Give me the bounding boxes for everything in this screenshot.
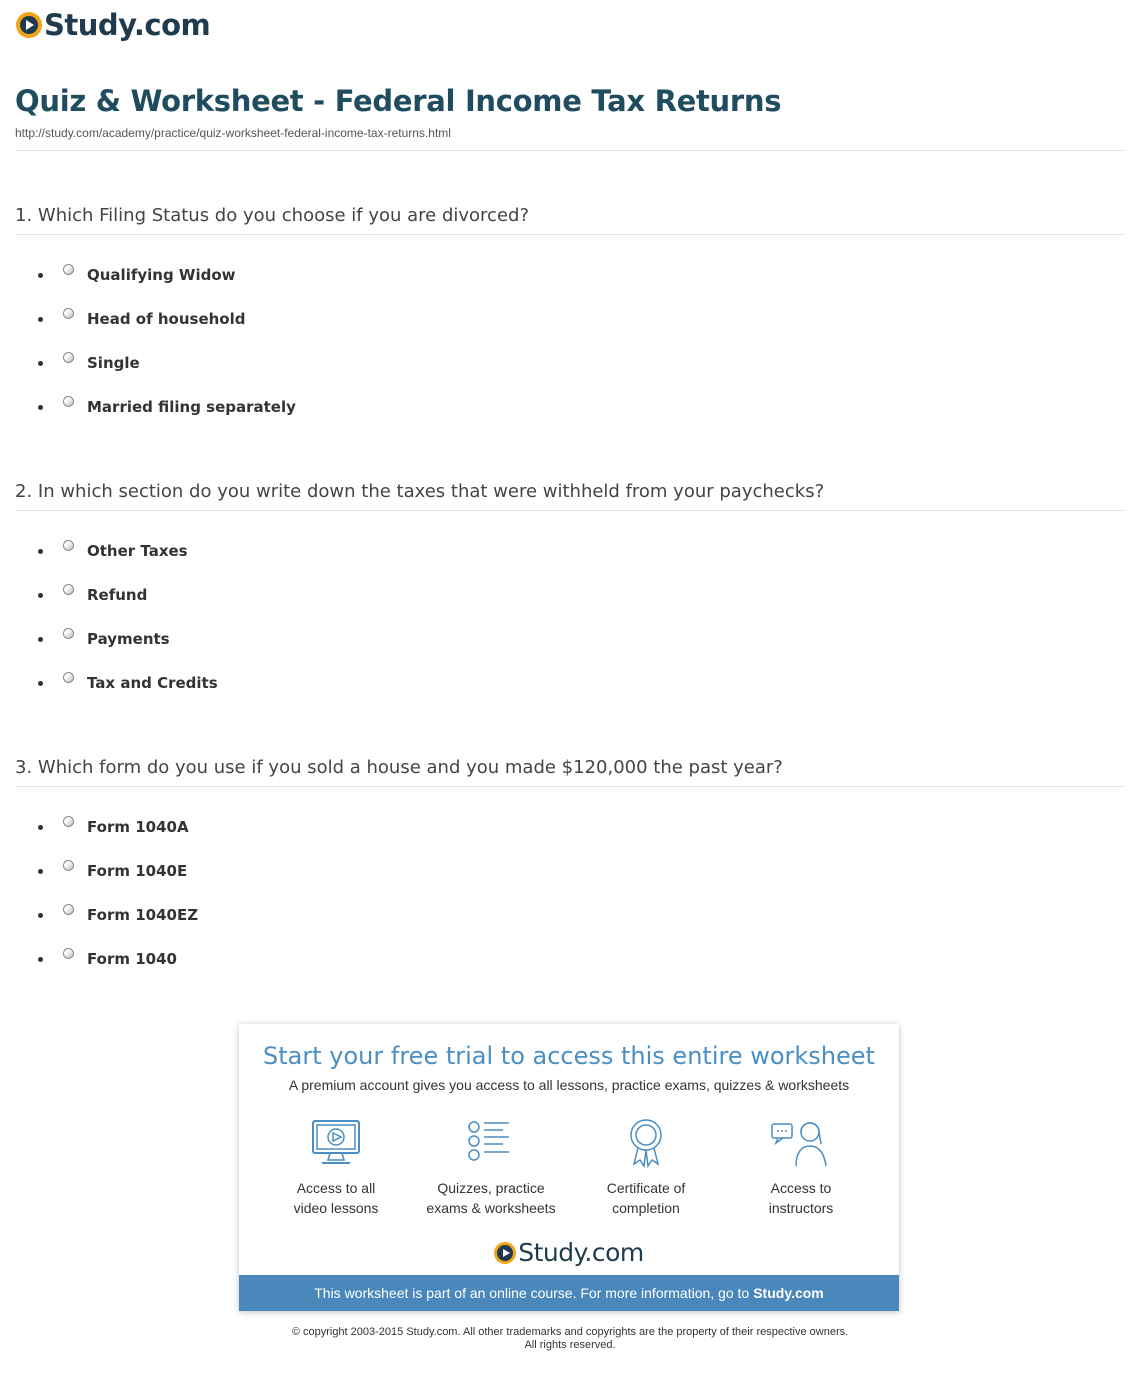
logo-text: Study.com	[44, 8, 211, 42]
studycom-logo[interactable]	[16, 8, 210, 42]
feature-label: Quizzes, practice exams & worksheets	[426, 1180, 556, 1216]
radio-button[interactable]	[63, 352, 74, 363]
answer-label: Payments	[87, 630, 170, 648]
question-divider	[15, 234, 1125, 235]
answer-list	[38, 529, 218, 705]
radio-button[interactable]	[63, 860, 74, 871]
answer-list	[38, 253, 296, 429]
question-divider	[15, 786, 1125, 787]
answer-option[interactable]	[38, 893, 198, 937]
bullet-icon	[38, 825, 43, 830]
copyright-line: © copyright 2003-2015 Study.com. All other trademarks and copyrights are the property of their respective owners.	[291, 1326, 849, 1338]
question-divider	[15, 510, 1125, 511]
promo-footer-bar	[239, 1275, 899, 1311]
answer-label: Head of household	[87, 310, 246, 328]
answer-label: Form 1040A	[87, 818, 189, 836]
free-trial-promo	[239, 1024, 899, 1311]
copyright-line: All rights reserved.	[524, 1339, 616, 1351]
footer-link[interactable]: Study.com	[753, 1285, 824, 1301]
promo-title[interactable]: Start your free trial to access this entire worksheet	[263, 1042, 875, 1070]
bullet-icon	[38, 957, 43, 962]
feature-label: Access to instructors	[768, 1180, 834, 1216]
bullet-icon	[38, 361, 43, 366]
instructor-icon	[770, 1118, 832, 1168]
answer-label: Other Taxes	[87, 542, 188, 560]
question-3: 3. Which form do you use if you sold a house and you made $120,000 the past year?	[15, 757, 783, 778]
page-url: http://study.com/academy/practice/quiz-worksheet-federal-income-tax-returns.html	[15, 126, 451, 140]
header-divider	[15, 150, 1125, 151]
bullet-icon	[38, 681, 43, 686]
feature-video-lessons	[261, 1118, 411, 1218]
radio-button[interactable]	[63, 264, 74, 275]
answer-option[interactable]	[38, 805, 198, 849]
answer-option[interactable]	[38, 385, 296, 429]
answer-label: Refund	[87, 586, 148, 604]
feature-certificate	[571, 1118, 721, 1218]
feature-label: Certificate of completion	[606, 1180, 686, 1216]
question-1: 1. Which Filing Status do you choose if you are divorced?	[15, 205, 530, 226]
video-lesson-icon	[310, 1118, 362, 1168]
logo-text: Study.com	[518, 1238, 644, 1267]
radio-button[interactable]	[63, 628, 74, 639]
bullet-icon	[38, 869, 43, 874]
answer-list	[38, 805, 198, 981]
answer-option[interactable]	[38, 297, 296, 341]
answer-option[interactable]	[38, 849, 198, 893]
feature-quizzes	[416, 1118, 566, 1218]
answer-label: Form 1040EZ	[87, 906, 199, 924]
promo-studycom-logo[interactable]	[239, 1238, 899, 1267]
answer-option[interactable]	[38, 253, 296, 297]
answer-option[interactable]	[38, 661, 218, 705]
radio-button[interactable]	[63, 308, 74, 319]
bullet-icon	[38, 317, 43, 322]
bullet-icon	[38, 593, 43, 598]
answer-option[interactable]	[38, 341, 296, 385]
radio-button[interactable]	[63, 816, 74, 827]
bullet-icon	[38, 637, 43, 642]
radio-button[interactable]	[63, 540, 74, 551]
radio-button[interactable]	[63, 672, 74, 683]
promo-subtitle: A premium account gives you access to all lessons, practice exams, quizzes & worksheets	[288, 1077, 850, 1093]
page-title: Quiz & Worksheet - Federal Income Tax Returns	[15, 84, 782, 118]
answer-option[interactable]	[38, 573, 218, 617]
answer-label: Single	[87, 354, 140, 372]
play-logo-icon	[494, 1242, 516, 1264]
certificate-icon	[620, 1118, 672, 1168]
answer-label: Form 1040E	[87, 862, 188, 880]
radio-button[interactable]	[63, 904, 74, 915]
question-2: 2. In which section do you write down the taxes that were withheld from your paychecks?	[15, 481, 825, 502]
answer-label: Married filing separately	[87, 398, 296, 416]
bullet-icon	[38, 549, 43, 554]
feature-label: Access to all video lessons	[293, 1180, 379, 1216]
quiz-list-icon	[465, 1118, 517, 1168]
footer-text: This worksheet is part of an online course. For more information, go to	[314, 1285, 750, 1301]
answer-label: Qualifying Widow	[87, 266, 236, 284]
play-logo-icon	[16, 12, 42, 38]
answer-label: Tax and Credits	[87, 674, 218, 692]
copyright	[0, 1326, 1140, 1352]
bullet-icon	[38, 273, 43, 278]
radio-button[interactable]	[63, 584, 74, 595]
bullet-icon	[38, 913, 43, 918]
answer-label: Form 1040	[87, 950, 177, 968]
radio-button[interactable]	[63, 948, 74, 959]
answer-option[interactable]	[38, 529, 218, 573]
radio-button[interactable]	[63, 396, 74, 407]
answer-option[interactable]	[38, 617, 218, 661]
answer-option[interactable]	[38, 937, 198, 981]
bullet-icon	[38, 405, 43, 410]
feature-instructors	[726, 1118, 876, 1218]
